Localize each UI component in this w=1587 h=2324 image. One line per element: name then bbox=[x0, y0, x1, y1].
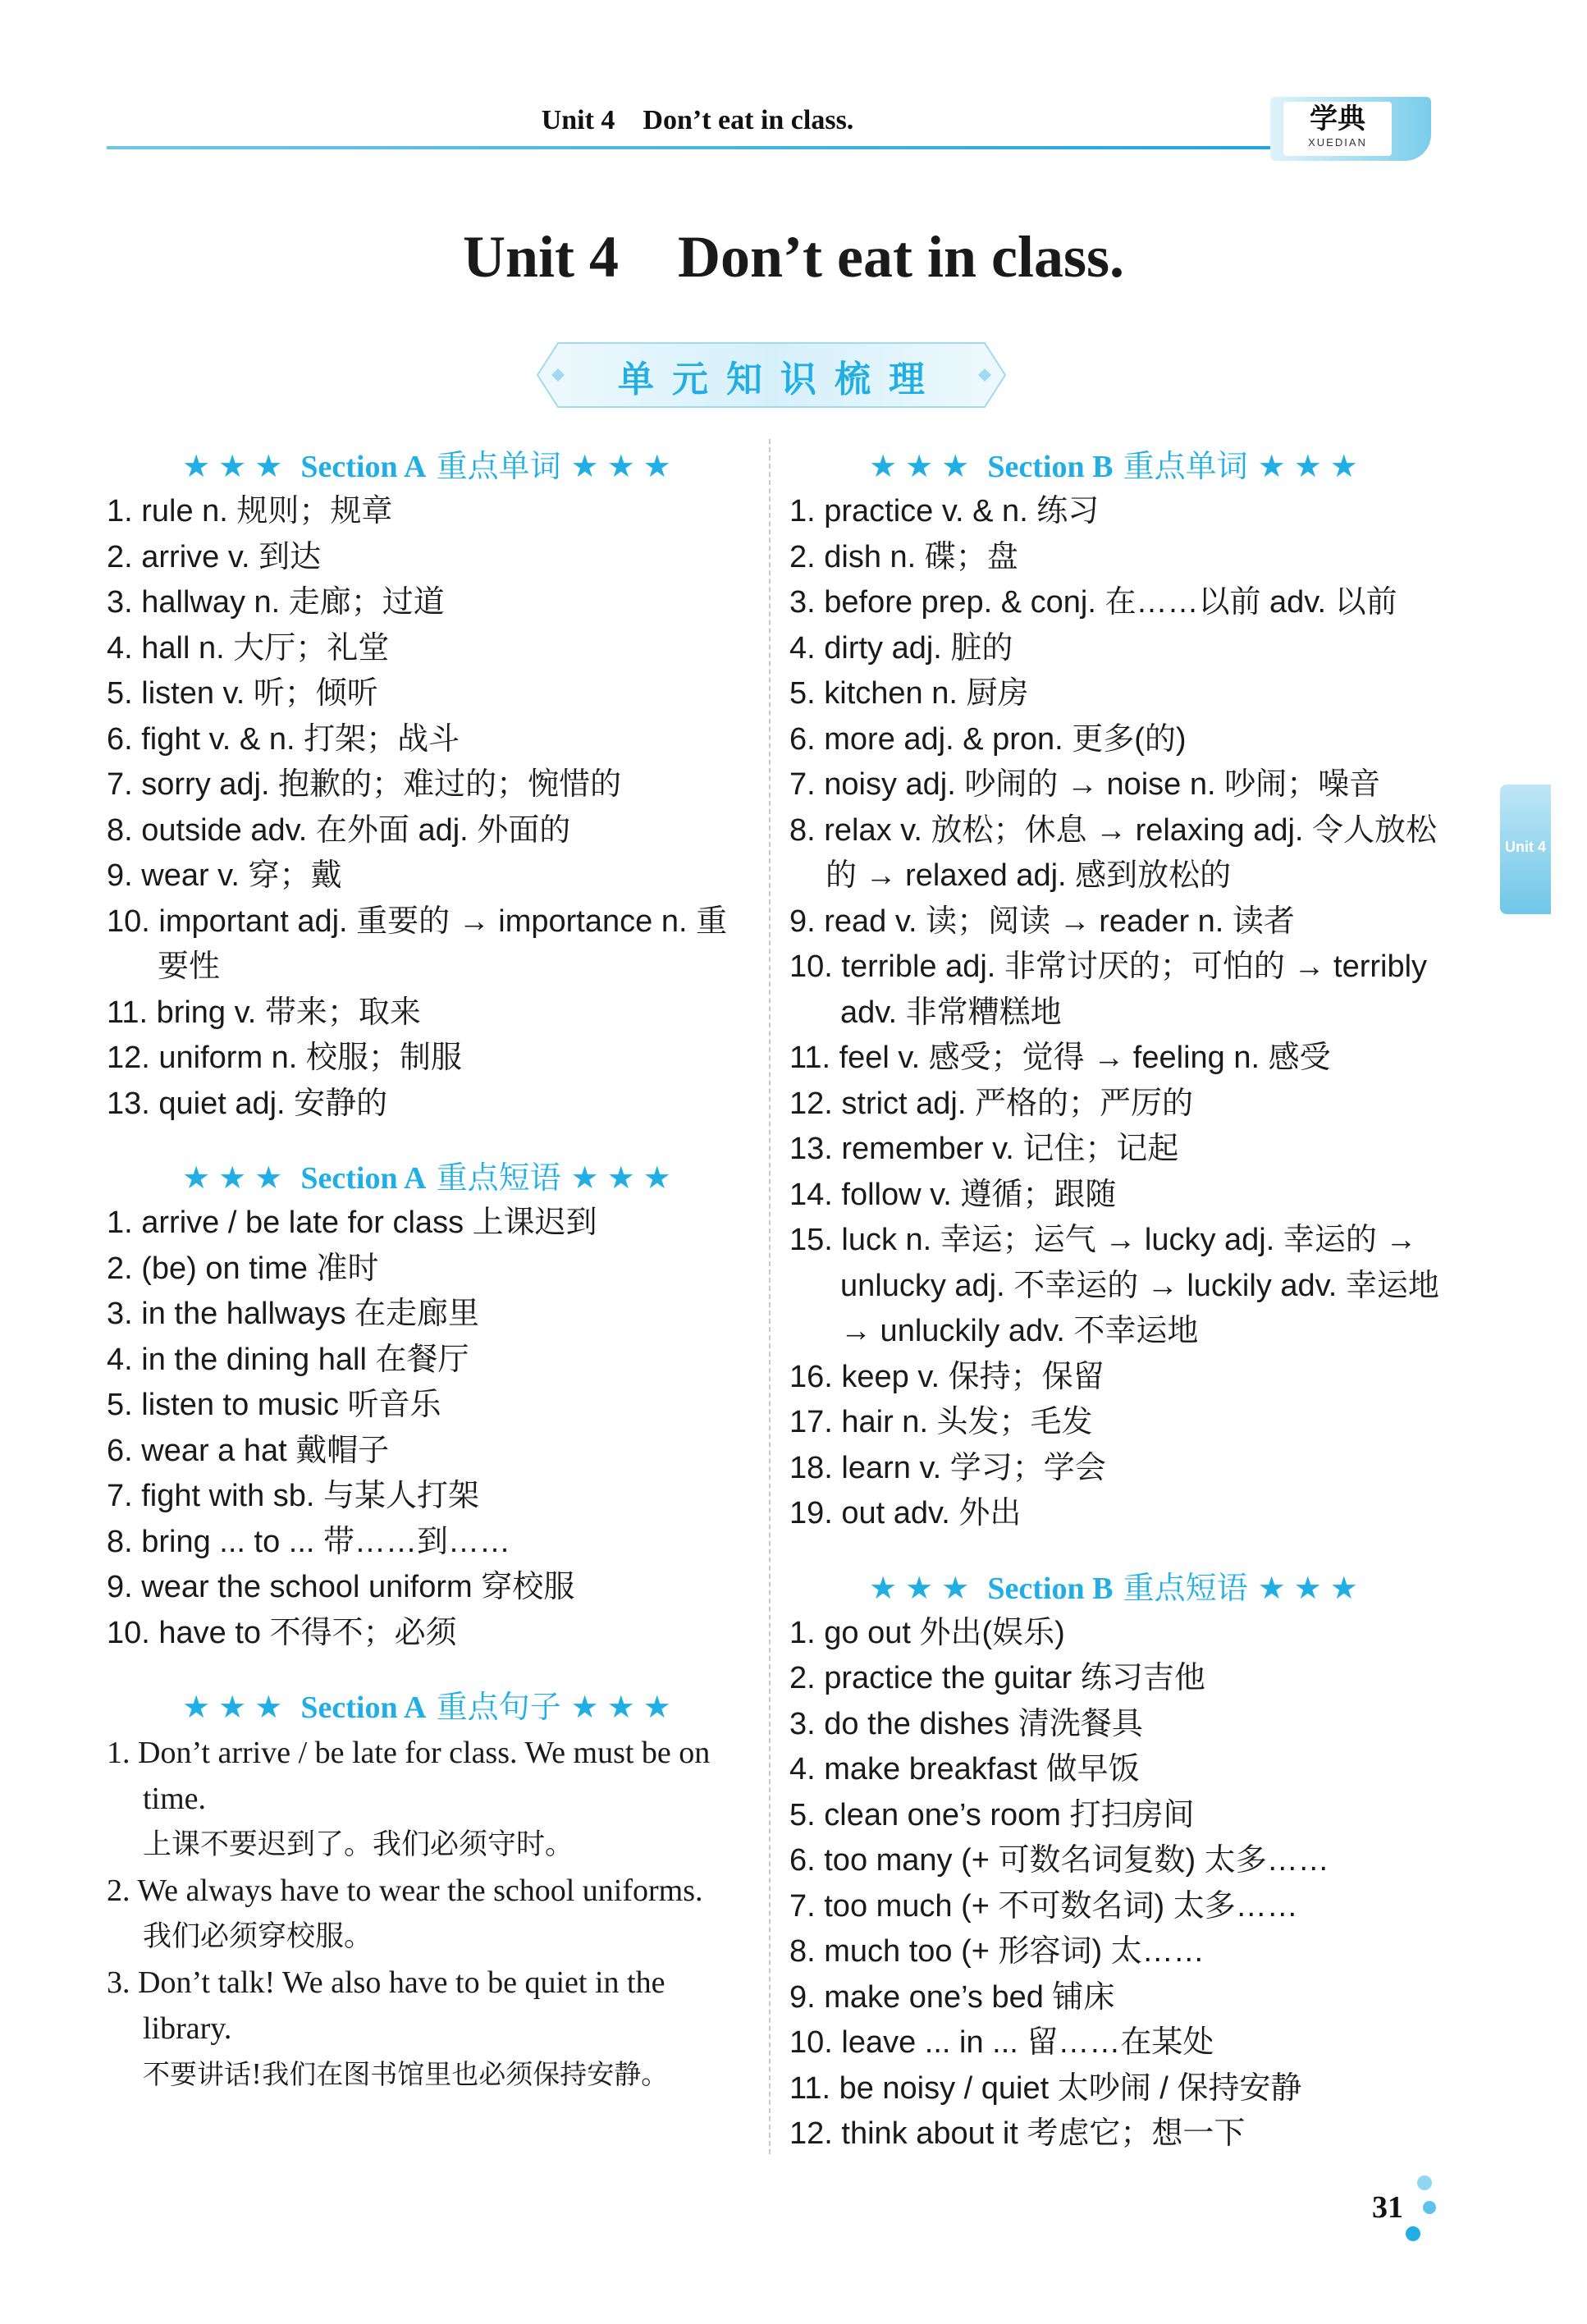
unit-side-tab bbox=[1500, 785, 1551, 914]
logo-cn-text: 学典 bbox=[1310, 103, 1365, 135]
star-icon: ★★★ bbox=[182, 1160, 291, 1196]
header-rule bbox=[107, 144, 1321, 151]
list-item: 13. quiet adj. 安静的 bbox=[107, 1086, 388, 1121]
star-icon: ★★★ bbox=[182, 448, 291, 484]
list-item: 2. dish n. 碟；盘 bbox=[789, 539, 1018, 574]
star-icon: ★★★ bbox=[570, 1160, 679, 1196]
list-item: 5. listen v. 听；倾听 bbox=[107, 676, 378, 711]
section-heading: ★★★ Section A 重点单词 ★★★ bbox=[182, 448, 679, 484]
list-item: 5. kitchen n. 厨房 bbox=[789, 676, 1029, 711]
list-item: 3. do the dishes 清洗餐具 bbox=[789, 1706, 1143, 1741]
list-item: 12. uniform n. 校服；制服 bbox=[107, 1041, 462, 1075]
list-item: 3. before prep. & conj. 在……以前 adv. 以前 bbox=[789, 585, 1397, 620]
list-item: 9. make one’s bed 铺床 bbox=[789, 1979, 1115, 2015]
sentence-cn: 我们必须穿校服。 bbox=[143, 1920, 373, 1953]
section-heading: ★★★ Section A 重点短语 ★★★ bbox=[182, 1160, 679, 1196]
star-icon: ★★★ bbox=[570, 448, 679, 484]
list-item: 3. hallway n. 走廊；过道 bbox=[107, 585, 445, 620]
publisher-logo bbox=[1270, 97, 1431, 161]
list-item: 4. make breakfast 做早饭 bbox=[789, 1752, 1140, 1786]
list-item: 6. wear a hat 戴帽子 bbox=[107, 1433, 390, 1468]
list-item: 15. luck n. 幸运；运气 → lucky adj. 幸运的 → unlucky adj. 不幸运的 → luckily adv. 幸运地 → unluckily adv. 不幸运地 bbox=[789, 1223, 1439, 1348]
page-number: 31 bbox=[1372, 2190, 1403, 2225]
list-item: 1. arrive / be late for class 上课迟到 bbox=[107, 1205, 597, 1240]
list-item: 6. fight v. & n. 打架；战斗 bbox=[107, 721, 460, 757]
list-item: 7. sorry adj. 抱歉的；难过的；惋惜的 bbox=[107, 767, 622, 802]
list-item: 11. be noisy / quiet 太吵闹 / 保持安静 bbox=[789, 2070, 1302, 2106]
star-icon: ★★★ bbox=[1257, 1569, 1366, 1606]
list-item: 10. have to 不得不；必须 bbox=[107, 1615, 457, 1650]
list-item: 17. hair n. 头发；毛发 bbox=[789, 1405, 1093, 1439]
list-item: 2. practice the guitar 练习吉他 bbox=[789, 1661, 1205, 1695]
list-item: 6. too many (+ 可数名词复数) 太多…… bbox=[789, 1843, 1329, 1878]
sentence-en: 1. Don’t arrive / be late for class. We must be on time. bbox=[107, 1736, 711, 1816]
list-item: 11. bring v. 带来；取来 bbox=[107, 995, 421, 1030]
list-item: 1. go out 外出(娱乐) bbox=[789, 1615, 1065, 1650]
star-icon: ★★★ bbox=[869, 1569, 978, 1606]
list-item: 8. outside adv. 在外面 adj. 外面的 bbox=[107, 812, 571, 848]
banner-title: 单元知识梳理 bbox=[618, 359, 943, 400]
list-item: 9. read v. 读；阅读 → reader n. 读者 bbox=[789, 904, 1295, 939]
star-icon: ★★★ bbox=[869, 448, 978, 484]
sentence-cn: 上课不要迟到了。我们必须守时。 bbox=[143, 1828, 574, 1861]
sentence-cn: 不要讲话!我们在图书馆里也必须保持安静。 bbox=[143, 2058, 669, 2090]
logo-en-text: XUEDIAN bbox=[1308, 136, 1367, 149]
side-tab-label: Unit 4 bbox=[1504, 839, 1546, 855]
list-item: 4. dirty adj. 脏的 bbox=[789, 630, 1013, 666]
right-column bbox=[789, 443, 1446, 2157]
list-item: 10. terrible adj. 非常讨厌的；可怕的 → terribly adv. 非常糟糕地 bbox=[789, 949, 1428, 1030]
section-heading: ★★★ Section B 重点单词 ★★★ bbox=[869, 448, 1366, 484]
list-item: 7. too much (+ 不可数名词) 太多…… bbox=[789, 1888, 1298, 1924]
list-item: 7. noisy adj. 吵闹的 → noise n. 吵闹；噪音 bbox=[789, 767, 1381, 802]
list-item: 3. in the hallways 在走廊里 bbox=[107, 1297, 480, 1331]
star-icon: ★★★ bbox=[182, 1689, 291, 1725]
list-item: 5. clean one’s room 打扫房间 bbox=[789, 1797, 1195, 1832]
list-item: 8. bring ... to ... 带……到…… bbox=[107, 1524, 511, 1559]
left-column bbox=[107, 443, 755, 2098]
list-item: 14. follow v. 遵循；跟随 bbox=[789, 1177, 1117, 1212]
decorative-dots-icon bbox=[1388, 2175, 1438, 2257]
list-item: 19. out adv. 外出 bbox=[789, 1496, 1022, 1530]
list-item: 1. practice v. & n. 练习 bbox=[789, 494, 1100, 528]
list-item: 13. remember v. 记住；记起 bbox=[789, 1132, 1179, 1166]
list-item: 7. fight with sb. 与某人打架 bbox=[107, 1479, 480, 1513]
list-item: 16. keep v. 保持；保留 bbox=[789, 1359, 1104, 1394]
list-item: 12. strict adj. 严格的；严厉的 bbox=[789, 1086, 1193, 1121]
list-item: 11. feel v. 感受；觉得 → feeling n. 感受 bbox=[789, 1041, 1331, 1075]
list-item: 8. much too (+ 形容词) 太…… bbox=[789, 1934, 1205, 1969]
page-title: Unit 4 Don’t eat in class. bbox=[463, 224, 1124, 290]
list-item: 1. rule n. 规则；规章 bbox=[107, 494, 393, 528]
list-item: 9. wear v. 穿；戴 bbox=[107, 858, 342, 893]
list-item: 2. arrive v. 到达 bbox=[107, 539, 322, 574]
section-banner bbox=[533, 332, 1009, 419]
list-item: 5. listen to music 听音乐 bbox=[107, 1388, 441, 1422]
section-heading: ★★★ Section A 重点句子 ★★★ bbox=[182, 1689, 679, 1725]
star-icon: ★★★ bbox=[570, 1689, 679, 1725]
list-item: 4. hall n. 大厅；礼堂 bbox=[107, 630, 390, 666]
running-header: Unit 4 Don’t eat in class. bbox=[541, 105, 854, 135]
column-divider bbox=[769, 439, 771, 2154]
section-heading: ★★★ Section B 重点短语 ★★★ bbox=[869, 1569, 1366, 1606]
list-item: 10. important adj. 重要的 → importance n. 重要性 bbox=[107, 904, 728, 984]
list-item: 10. leave ... in ... 留……在某处 bbox=[789, 2025, 1214, 2060]
list-item: 4. in the dining hall 在餐厅 bbox=[107, 1342, 469, 1377]
list-item: 12. think about it 考虑它；想一下 bbox=[789, 2116, 1246, 2151]
list-item: 9. wear the school uniform 穿校服 bbox=[107, 1570, 575, 1604]
star-icon: ★★★ bbox=[1257, 448, 1366, 484]
list-item: 2. (be) on time 准时 bbox=[107, 1251, 379, 1286]
sentence-en: 3. Don’t talk! We also have to be quiet in the library. bbox=[107, 1965, 665, 2046]
list-item: 8. relax v. 放松；休息 → relaxing adj. 令人放松的 → relaxed adj. 感到放松的 bbox=[789, 812, 1438, 893]
sentence-en: 2. We always have to wear the school uniforms. bbox=[107, 1873, 703, 1908]
list-item: 6. more adj. & pron. 更多(的) bbox=[789, 721, 1187, 757]
list-item: 18. learn v. 学习；学会 bbox=[789, 1450, 1106, 1485]
